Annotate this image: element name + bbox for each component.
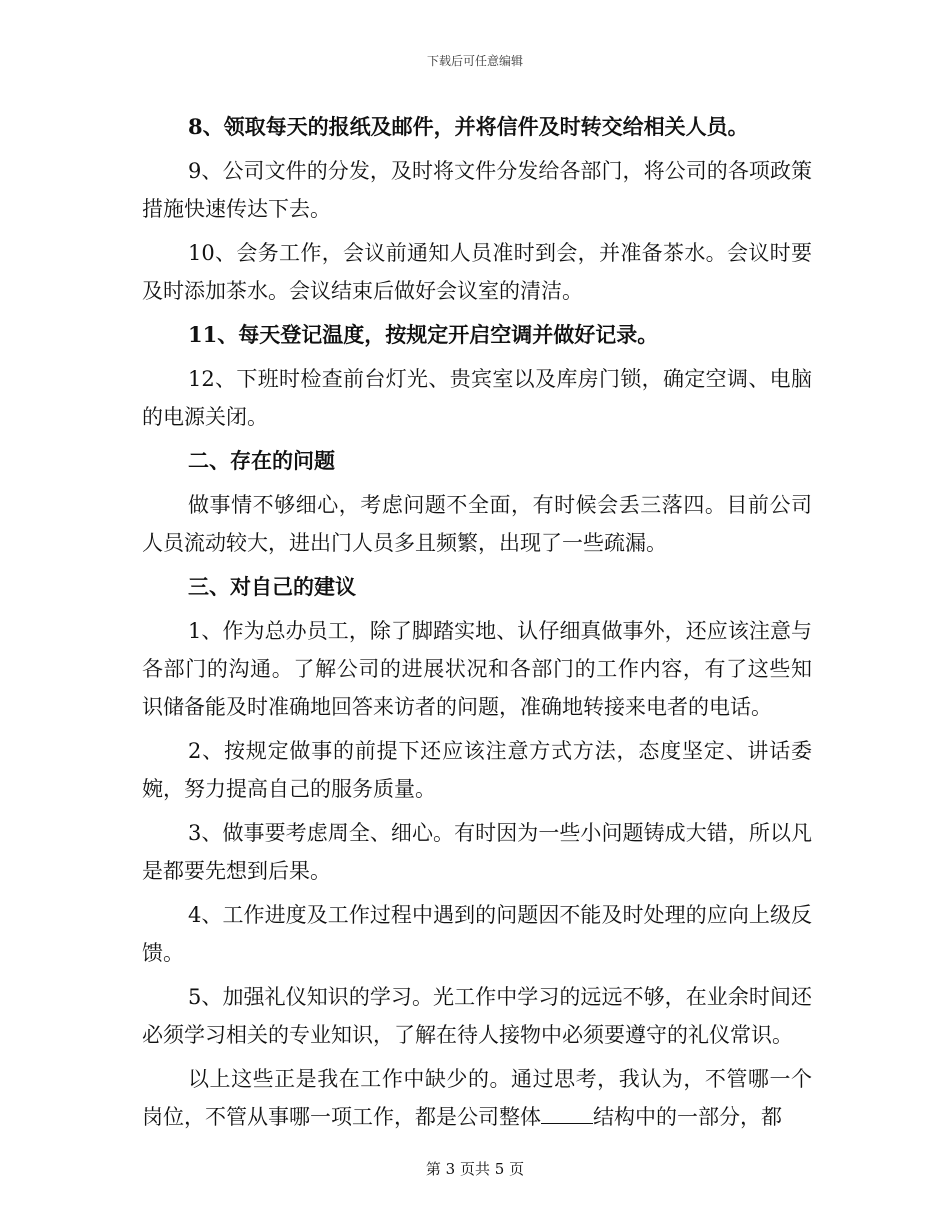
conclusion-text-after-blank: 结构中的一部分，都 — [593, 1105, 782, 1129]
item-8-paragraph: 8、领取每天的报纸及邮件，并将信件及时转交给相关人员。 — [188, 114, 749, 139]
suggestion-1-paragraph: 1、作为总办员工，除了脚踏实地、认仔细真做事外，还应该注意与各部门的沟通。了解公司的进展状况和各部门的工作内容，有了这些知识储备能及时准确地回答来访者的问题，准确地转接来电者的电话。 — [142, 619, 812, 719]
item-12-paragraph: 12、下班时检查前台灯光、贵宾室以及库房门锁，确定空调、电脑的电源关闭。 — [142, 367, 812, 429]
suggestion-3-paragraph: 3、做事要考虑周全、细心。有时因为一些小问题铸成大错，所以凡是都要先想到后果。 — [142, 821, 812, 883]
suggestion-5-paragraph: 5、加强礼仪知识的学习。光工作中学习的远远不够，在业余时间还必须学习相关的专业知识，了解在待人接物中必须要遵守的礼仪常识。 — [142, 985, 812, 1047]
suggestion-2-paragraph: 2、按规定做事的前提下还应该注意方式方法，态度坚定、讲话委婉，努力提高自己的服务质量。 — [142, 739, 812, 801]
item-9-paragraph: 9、公司文件的分发，及时将文件分发给各部门，将公司的各项政策措施快速传达下去。 — [142, 159, 812, 221]
item-11-paragraph: 11、每天登记温度，按规定开启空调并做好记录。 — [188, 322, 659, 347]
section-heading-suggestions: 三、对自己的建议 — [188, 574, 356, 599]
item-10-paragraph: 10、会务工作，会议前通知人员准时到会，并准备茶水。会议时要及时添加茶水。会议结束后做好会议室的清洁。 — [142, 241, 812, 303]
conclusion-text-before-blank: 以上这些正是我在工作中缺少的。通过思考，我认为，不管哪一个岗位，不管从事哪一项工作，都是公司整体 — [142, 1067, 812, 1129]
suggestion-4-paragraph: 4、工作进度及工作过程中遇到的问题因不能及时处理的应向上级反馈。 — [142, 903, 812, 965]
page-header: 下载后可任意编辑 — [426, 54, 523, 68]
section-heading-problems: 二、存在的问题 — [188, 448, 335, 473]
document-body — [142, 108, 812, 1142]
page-footer: 第 3 页共 5 页 — [425, 1160, 525, 1178]
conclusion-paragraph — [142, 1060, 812, 1136]
fill-in-blank — [541, 1103, 593, 1124]
problems-paragraph: 做事情不够细心，考虑问题不全面，有时候会丢三落四。目前公司人员流动较大，进出门人员多且频繁，出现了一些疏漏。 — [142, 493, 812, 555]
